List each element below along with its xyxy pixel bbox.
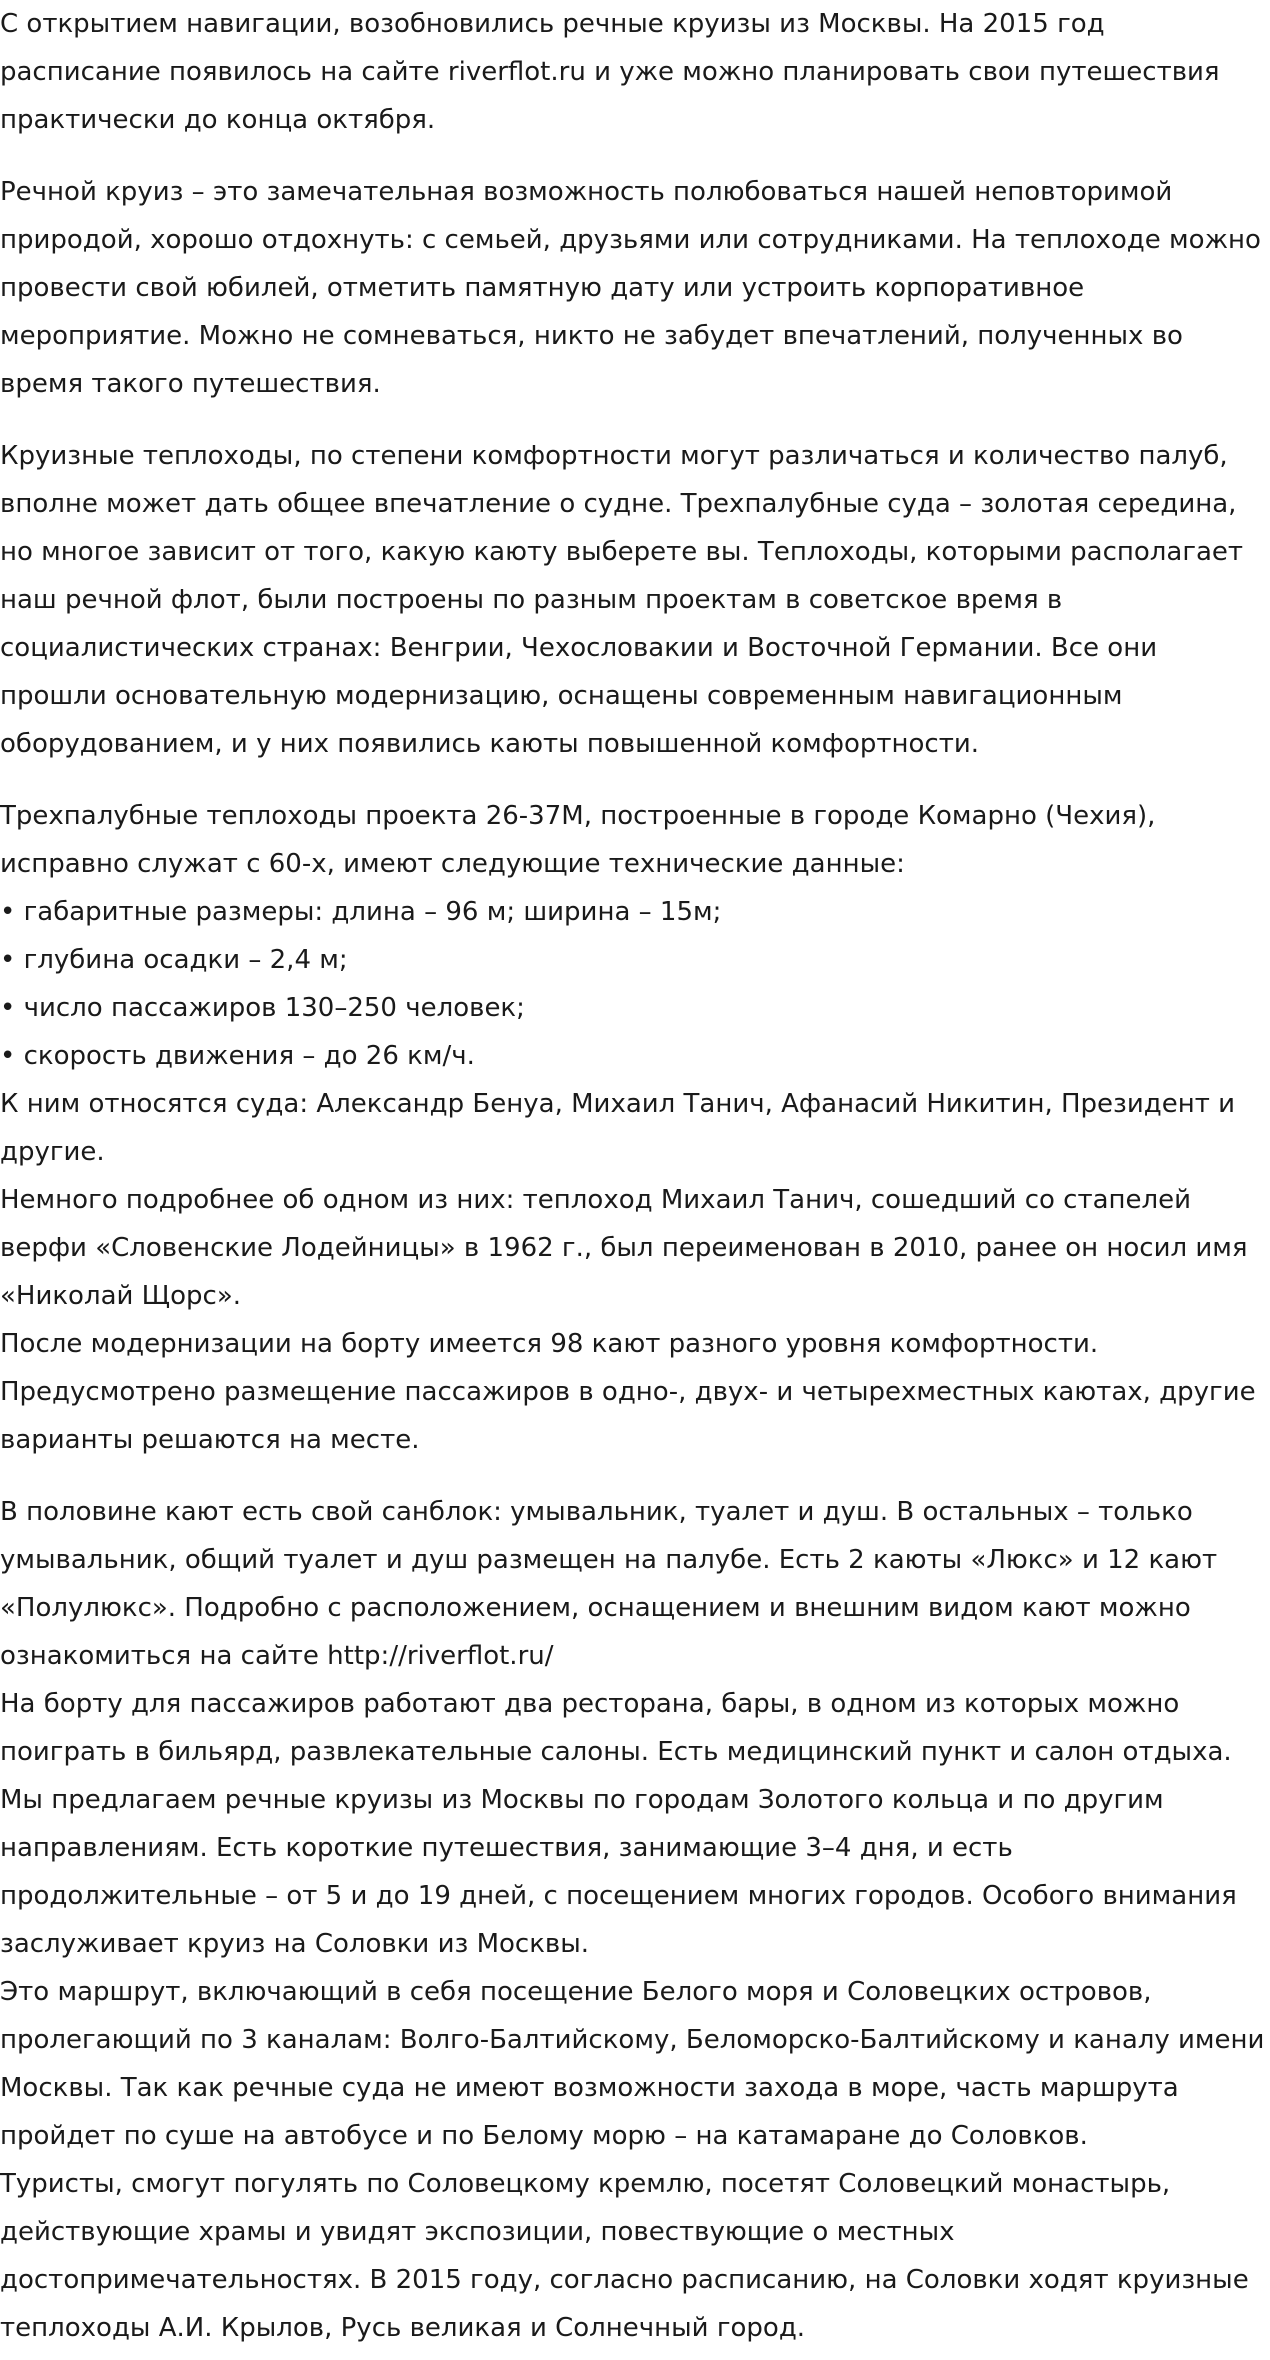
text-line: вполне может дать общее впечатление о судне. Трехпалубные суда – золотая середина, <box>0 489 1237 519</box>
text-line: Круизные теплоходы, по степени комфортности могут различаться и количество палуб, <box>0 441 1228 471</box>
text-line: После модернизации на борту имеется 98 кают разного уровня комфортности. <box>0 1329 1099 1359</box>
text-line: • число пассажиров 130–250 человек; <box>0 993 525 1023</box>
text-line: направлениям. Есть короткие путешествия, занимающие 3–4 дня, и есть <box>0 1833 1013 1863</box>
text-line: • габаритные размеры: длина – 96 м; ширина – 15м; <box>0 897 722 927</box>
paragraph-cabins-routes <box>0 1488 1270 2352</box>
text-line: Трехпалубные теплоходы проекта 26-37М, построенные в городе Комарно (Чехия), <box>0 801 1156 831</box>
paragraph-cruise-benefits <box>0 168 1270 408</box>
text-line: «Полулюкс». Подробно с расположением, оснащением и внешним видом кают можно <box>0 1593 1191 1623</box>
text-line: На борту для пассажиров работают два ресторана, бары, в одном из которых можно <box>0 1689 1180 1719</box>
text-line: расписание появилось на сайте riverflot.ru и уже можно планировать свои путешествия <box>0 57 1220 87</box>
text-line: верфи «Словенские Лодейницы» в 1962 г., был переименован в 2010, ранее он носил имя <box>0 1233 1248 1263</box>
text-line: природой, хорошо отдохнуть: с семьей, друзьями или сотрудниками. На теплоходе можно <box>0 225 1261 255</box>
text-line: Предусмотрено размещение пассажиров в одно-, двух- и четырехместных каютах, другие <box>0 1377 1256 1407</box>
text-line: теплоходы А.И. Крылов, Русь великая и Солнечный город. <box>0 2313 806 2343</box>
text-line: В половине кают есть свой санблок: умывальник, туалет и душ. В остальных – только <box>0 1497 1193 1527</box>
text-line: пройдет по суше на автобусе и по Белому морю – на катамаране до Соловков. <box>0 2121 1088 2151</box>
text-line: варианты решаются на месте. <box>0 1425 420 1455</box>
text-line: но многое зависит от того, какую каюту выберете вы. Теплоходы, которыми располагает <box>0 537 1244 567</box>
text-line: ознакомиться на сайте http://riverflot.ru/ <box>0 1641 554 1671</box>
text-line: другие. <box>0 1137 105 1167</box>
text-line: Немного подробнее об одном из них: теплоход Михаил Танич, сошедший со стапелей <box>0 1185 1192 1215</box>
paragraph-intro <box>0 0 1270 144</box>
text-line: • скорость движения – до 26 км/ч. <box>0 1041 475 1071</box>
text-line: «Николай Щорс». <box>0 1281 241 1311</box>
text-line: оборудованием, и у них появились каюты повышенной комфортности. <box>0 729 980 759</box>
text-line: умывальник, общий туалет и душ размещен на палубе. Есть 2 каюты «Люкс» и 12 кают <box>0 1545 1218 1575</box>
text-line: поиграть в бильярд, развлекательные салоны. Есть медицинский пункт и салон отдыха. <box>0 1737 1232 1767</box>
text-line: продолжительные – от 5 и до 19 дней, с посещением многих городов. Особого внимания <box>0 1881 1237 1911</box>
text-line: Туристы, смогут погулять по Соловецкому кремлю, посетят Соловецкий монастырь, <box>0 2169 1171 2199</box>
text-line: • глубина осадки – 2,4 м; <box>0 945 348 975</box>
text-line: пролегающий по 3 каналам: Волго-Балтийскому, Беломорско-Балтийскому и каналу имени <box>0 2025 1265 2055</box>
text-line: действующие храмы и увидят экспозиции, повествующие о местных <box>0 2217 955 2247</box>
text-line: прошли основательную модернизацию, оснащены современным навигационным <box>0 681 1123 711</box>
text-line: К ним относятся суда: Александр Бенуа, Михаил Танич, Афанасий Никитин, Президент и <box>0 1089 1236 1119</box>
text-line: заслуживает круиз на Соловки из Москвы. <box>0 1929 590 1959</box>
paragraph-ships-overview <box>0 432 1270 768</box>
text-line: Речной круиз – это замечательная возможность полюбоваться нашей неповторимой <box>0 177 1173 207</box>
paragraph-ship-specs <box>0 792 1270 1464</box>
text-line: наш речной флот, были построены по разным проектам в советское время в <box>0 585 1063 615</box>
text-line: мероприятие. Можно не сомневаться, никто не забудет впечатлений, полученных во <box>0 321 1183 351</box>
text-line: Это маршрут, включающий в себя посещение Белого моря и Соловецких островов, <box>0 1977 1152 2007</box>
text-line: С открытием навигации, возобновились речные круизы из Москвы. На 2015 год <box>0 9 1105 39</box>
text-line: практически до конца октября. <box>0 105 436 135</box>
text-line: достопримечательностях. В 2015 году, согласно расписанию, на Соловки ходят круизные <box>0 2265 1249 2295</box>
text-line: исправно служат с 60-х, имеют следующие технические данные: <box>0 849 905 879</box>
text-line: Мы предлагаем речные круизы из Москвы по городам Золотого кольца и по другим <box>0 1785 1164 1815</box>
text-line: время такого путешествия. <box>0 369 381 399</box>
text-line: социалистических странах: Венгрии, Чехословакии и Восточной Германии. Все они <box>0 633 1158 663</box>
text-line: Москвы. Так как речные суда не имеют возможности захода в море, часть маршрута <box>0 2073 1179 2103</box>
text-line: провести свой юбилей, отметить памятную дату или устроить корпоративное <box>0 273 1085 303</box>
